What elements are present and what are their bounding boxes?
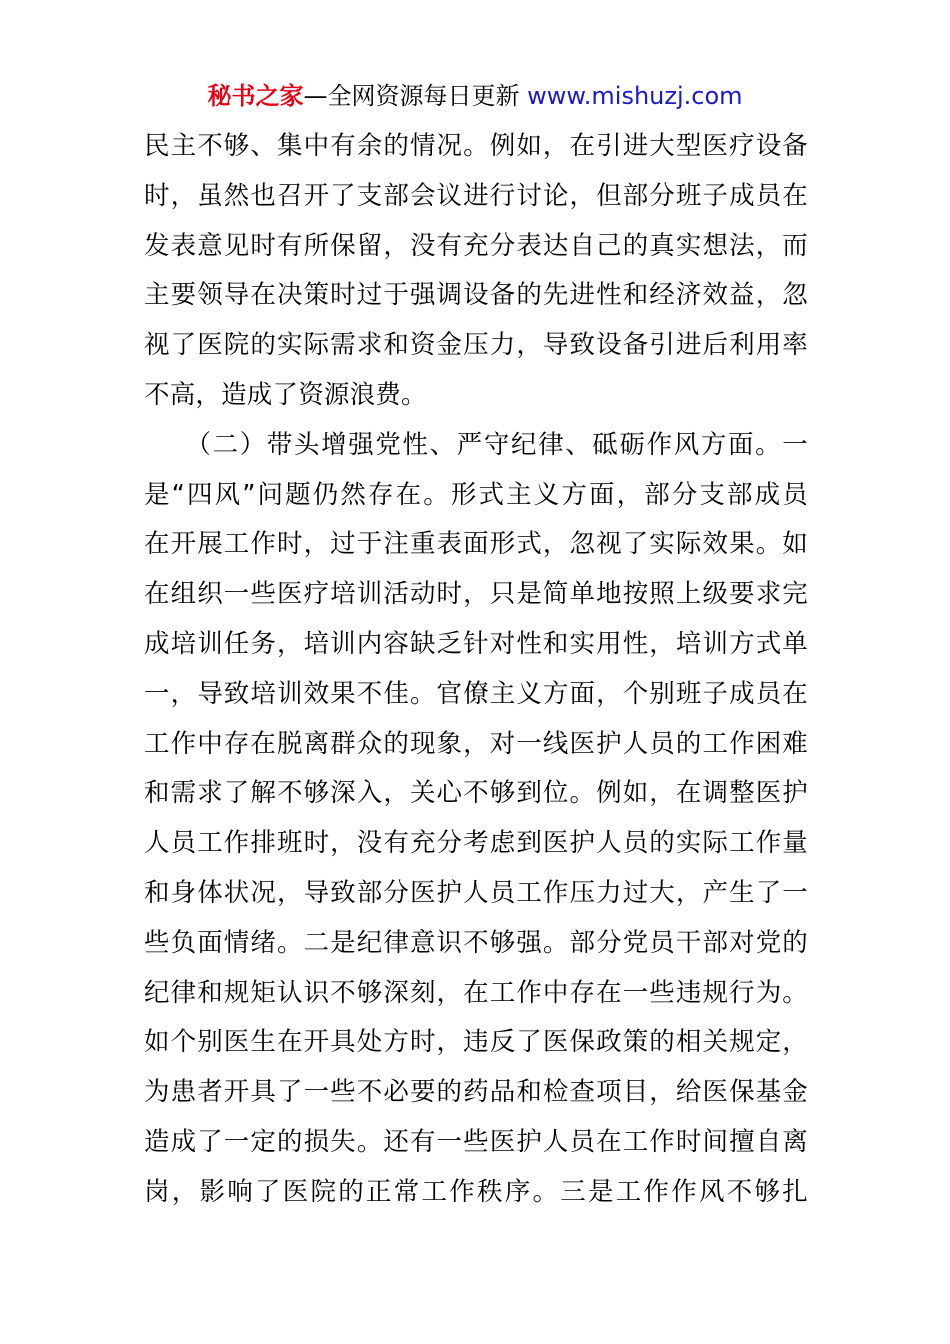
body-line: 在开展工作时，过于注重表面形式，忽视了实际效果。如	[144, 529, 808, 560]
body-line: 工作中存在脱离群众的现象，对一线医护人员的工作困难	[144, 728, 808, 759]
body-line: 视了医院的实际需求和资金压力，导致设备引进后利用率	[144, 330, 808, 361]
document-body	[144, 122, 808, 1218]
body-line: 些负面情绪。二是纪律意识不够强。部分党员干部对党的	[144, 927, 808, 958]
body-line: 纪律和规矩认识不够深刻，在工作中存在一些违规行为。	[144, 977, 808, 1008]
body-line: 和身体状况，导致部分医护人员工作压力过大，产生了一	[144, 877, 808, 908]
body-line: （二）带头增强党性、严守纪律、砥砺作风方面。一	[144, 429, 808, 460]
body-line: 不高，造成了资源浪费。	[144, 379, 427, 410]
body-line: 一，导致培训效果不佳。官僚主义方面，个别班子成员在	[144, 678, 808, 709]
page-header	[0, 78, 950, 114]
header-tagline: —全网资源每日更新	[303, 82, 520, 110]
body-line: 发表意见时有所保留，没有充分表达自己的真实想法，而	[144, 230, 808, 261]
body-line: 如个别医生在开具处方时，违反了医保政策的相关规定，	[144, 1027, 808, 1058]
header-brand: 秘书之家	[207, 82, 304, 110]
body-line: 时，虽然也召开了支部会议进行讨论，但部分班子成员在	[144, 180, 808, 211]
body-line: 造成了一定的损失。还有一些医护人员在工作时间擅自离	[144, 1126, 808, 1157]
body-line: 在组织一些医疗培训活动时，只是简单地按照上级要求完	[144, 579, 808, 610]
body-line: 岗，影响了医院的正常工作秩序。三是工作作风不够扎	[144, 1176, 808, 1207]
header-url[interactable]: www.mishuzj.com	[527, 82, 743, 110]
body-line: 民主不够、集中有余的情况。例如，在引进大型医疗设备	[144, 131, 808, 161]
body-line: 主要领导在决策时过于强调设备的先进性和经济效益，忽	[144, 280, 808, 311]
body-line: 成培训任务，培训内容缺乏针对性和实用性，培训方式单	[144, 628, 808, 659]
body-line: 为患者开具了一些不必要的药品和检查项目，给医保基金	[144, 1077, 808, 1108]
body-line: 是“四风”问题仍然存在。形式主义方面，部分支部成员	[144, 479, 808, 510]
body-line: 人员工作排班时，没有充分考虑到医护人员的实际工作量	[144, 828, 808, 859]
body-line: 和需求了解不够深入，关心不够到位。例如，在调整医护	[144, 778, 808, 809]
